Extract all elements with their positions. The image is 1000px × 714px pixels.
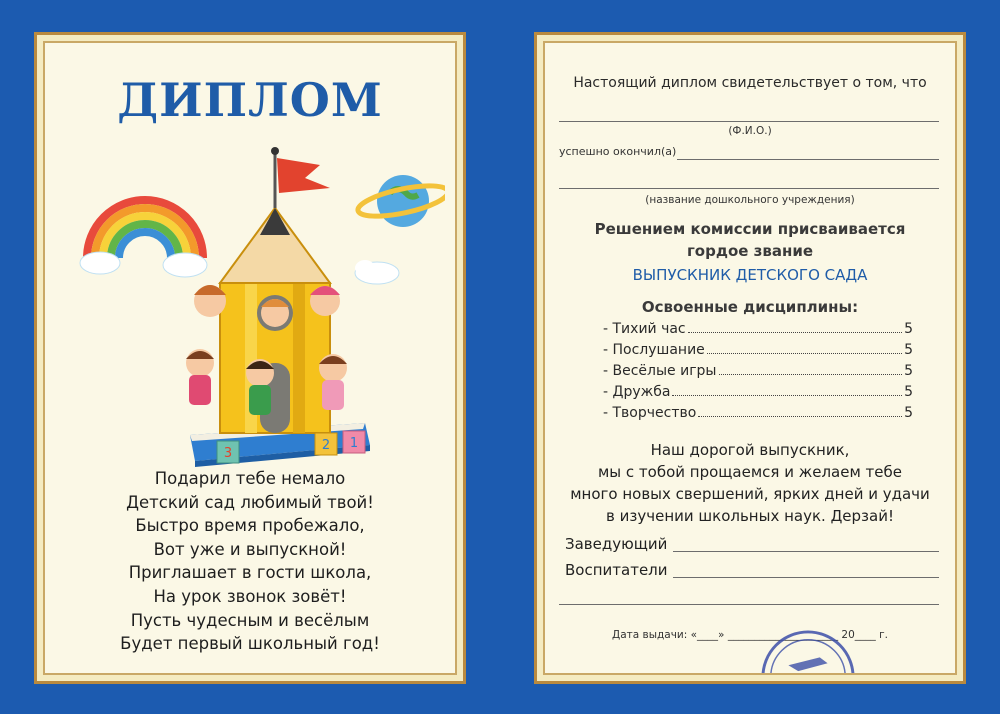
poem: [45, 467, 455, 656]
content-paper: [543, 41, 957, 703]
wish-line: мы с тобой прощаемся и желаем тебе: [597, 463, 902, 481]
wish-line: в изучении школьных наук. Дерзай!: [606, 507, 894, 525]
toy-block-3: [217, 441, 239, 463]
rank-title: ВЫПУСКНИК ДЕТСКОГО САДА: [632, 266, 868, 284]
discipline-row: [603, 384, 913, 400]
cloud-icon: [355, 260, 399, 284]
graduated-line[interactable]: [677, 159, 939, 160]
head-label: Заведующий: [565, 535, 668, 553]
stamp-icon: ВПЕРЁД, МИР ЗНАНИЙ ЖДЁТ!: [759, 628, 857, 675]
discipline-grade: 5: [904, 321, 913, 337]
kindergarten-illustration: [65, 123, 445, 468]
rainbow-icon: [80, 200, 207, 277]
block-label: 3: [223, 446, 233, 461]
discipline-grade: 5: [904, 342, 913, 358]
dot-leader: [707, 342, 902, 354]
teachers-signature-line[interactable]: [673, 577, 939, 578]
discipline-grade: 5: [904, 384, 913, 400]
wish-line: Наш дорогой выпускник,: [650, 441, 850, 459]
poem-line: Будет первый школьный год!: [120, 634, 380, 654]
dot-leader: [688, 321, 902, 333]
discipline-row: [603, 321, 913, 337]
block-label: 1: [349, 436, 359, 451]
poem-line: Подарил тебе немало: [154, 469, 346, 488]
fio-line[interactable]: [559, 121, 939, 122]
diploma-content-page: [534, 32, 966, 703]
poem-line: Быстро время пробежало,: [135, 516, 365, 536]
poem-line: Вот уже и выпускной!: [153, 539, 347, 559]
fio-caption: (Ф.И.О.): [728, 125, 772, 137]
teachers-signature-line-2[interactable]: [559, 604, 939, 605]
dot-leader: [698, 405, 902, 417]
stamp-text-top: ВПЕРЁД,: [788, 673, 828, 683]
decision-line-1: Решением комиссии присваивается: [594, 220, 906, 238]
content-frame: [537, 35, 963, 703]
poem-line: Детский сад любимый твой!: [126, 492, 374, 512]
discipline-row: [603, 342, 913, 358]
cover-frame: [37, 35, 463, 681]
poem-line: На урок звонок зовёт!: [153, 586, 347, 606]
poem-line: Приглашает в гости школа,: [128, 563, 372, 583]
head-signature-line[interactable]: [673, 551, 939, 552]
discipline-row: [603, 363, 913, 379]
discipline-name: - Тихий час: [603, 321, 686, 337]
toy-block-1: [343, 431, 365, 453]
diploma-title: ДИПЛОМ: [117, 73, 383, 127]
discipline-grade: 5: [904, 363, 913, 379]
discipline-name: - Дружба: [603, 384, 671, 400]
institution-line[interactable]: [559, 188, 939, 189]
dot-leader: [719, 363, 903, 375]
toy-block-2: [315, 433, 337, 455]
graduated-label: успешно окончил(а): [559, 145, 677, 158]
teachers-label: Воспитатели: [565, 561, 668, 579]
discipline-name: - Послушание: [603, 342, 705, 358]
discipline-row: [603, 405, 913, 421]
poem-line: Пусть чудесным и весёлым: [130, 610, 370, 630]
institution-caption: (название дошкольного учреждения): [645, 194, 855, 206]
pencil-tower-icon: [220, 147, 330, 433]
planet-icon: [356, 175, 445, 227]
diploma-cover-page: [34, 32, 466, 684]
dot-leader: [672, 384, 902, 396]
wish-line: много новых свершений, ярких дней и удачи: [570, 485, 930, 503]
issue-date: Дата выдачи: «____» _____________________ 20____ г.: [612, 629, 888, 641]
disciplines-title: Освоенные дисциплины:: [641, 298, 859, 316]
cover-paper: [43, 41, 457, 675]
discipline-name: - Весёлые игры: [603, 363, 717, 379]
discipline-grade: 5: [904, 405, 913, 421]
decision-line-2: гордое звание: [686, 242, 814, 260]
block-label: 2: [321, 438, 331, 453]
intro-text: Настоящий диплом свидетельствует о том, что: [573, 75, 927, 91]
discipline-name: - Творчество: [603, 405, 697, 421]
